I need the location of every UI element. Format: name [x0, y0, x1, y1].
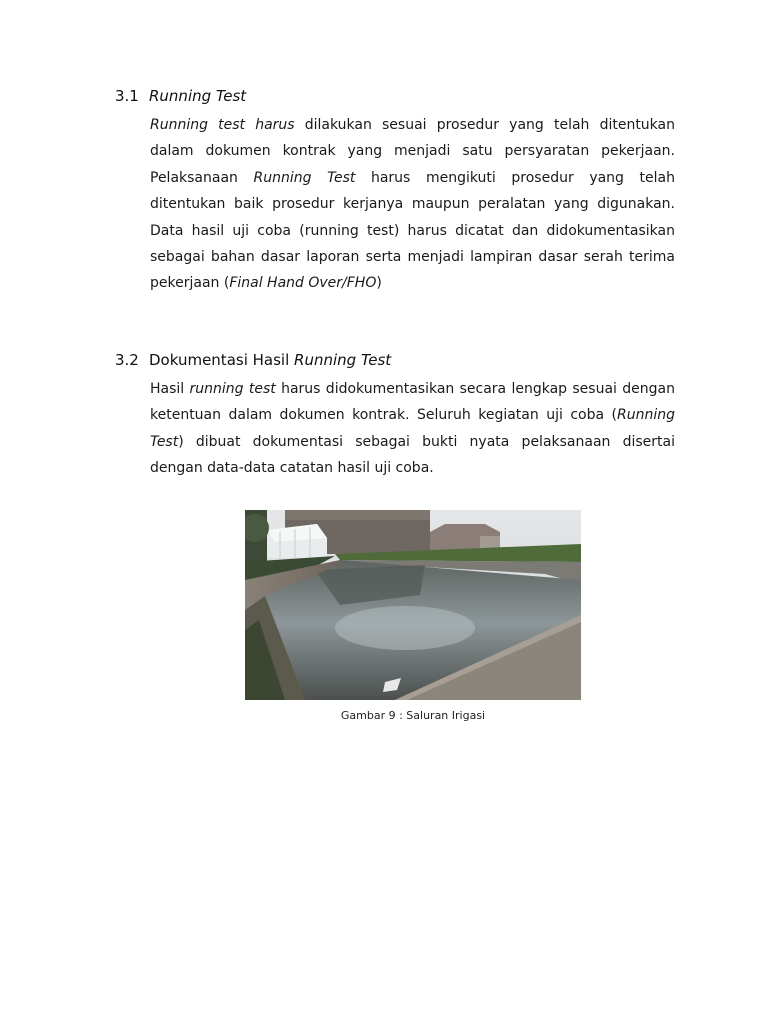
section-3-2-paragraph	[150, 376, 675, 482]
paragraph-text: Hasil	[150, 381, 190, 397]
paragraph-text: harus mengikuti prosedur yang telah ditentukan baik prosedur kerjanya maupun peralatan yang digunakan. Data hasil uji coba (running test) harus dicatat dan didokumentasikan sebagai bahan dasar laporan serta menjadi lampiran dasar serah terima pekerjaan (	[150, 169, 675, 292]
paragraph-text: dilakukan sesuai prosedur yang telah ditentukan dalam dokumen kontrak yang menjadi satu persyaratan pekerjaan. Pelaksanaan	[150, 117, 675, 186]
paragraph-text: harus didokumentasikan secara lengkap sesuai dengan ketentuan dalam dokumen kontrak. Seluruh kegiatan uji coba (	[150, 381, 675, 424]
photo-illustration	[245, 510, 581, 700]
irrigation-channel-photo	[245, 510, 581, 700]
paragraph-text: ) dibuat dokumentasi sebagai bukti nyata pelaksanaan disertai dengan data-data catatan hasil uji coba.	[150, 433, 675, 477]
italic-term: Running Test	[253, 169, 356, 186]
section-number: 3.1	[115, 87, 139, 105]
paragraph-text: )	[376, 275, 382, 292]
italic-term: Running test harus	[150, 117, 295, 133]
section-title-italic: Running Test	[294, 351, 392, 369]
section-3-2-heading	[115, 350, 675, 370]
section-title: Dokumentasi Hasil	[149, 351, 295, 369]
italic-term: running test	[189, 381, 276, 397]
figure-caption: Gambar 9 : Saluran Irigasi	[340, 709, 486, 722]
italic-term: Running Test	[150, 407, 675, 450]
section-3-1	[115, 86, 675, 297]
italic-term: Final Hand Over/FHO	[229, 275, 377, 292]
section-number: 3.2	[115, 351, 139, 369]
section-title: Running Test	[149, 87, 247, 105]
section-3-2	[115, 350, 675, 482]
section-3-1-paragraph	[150, 112, 675, 297]
section-3-1-heading	[115, 86, 675, 106]
